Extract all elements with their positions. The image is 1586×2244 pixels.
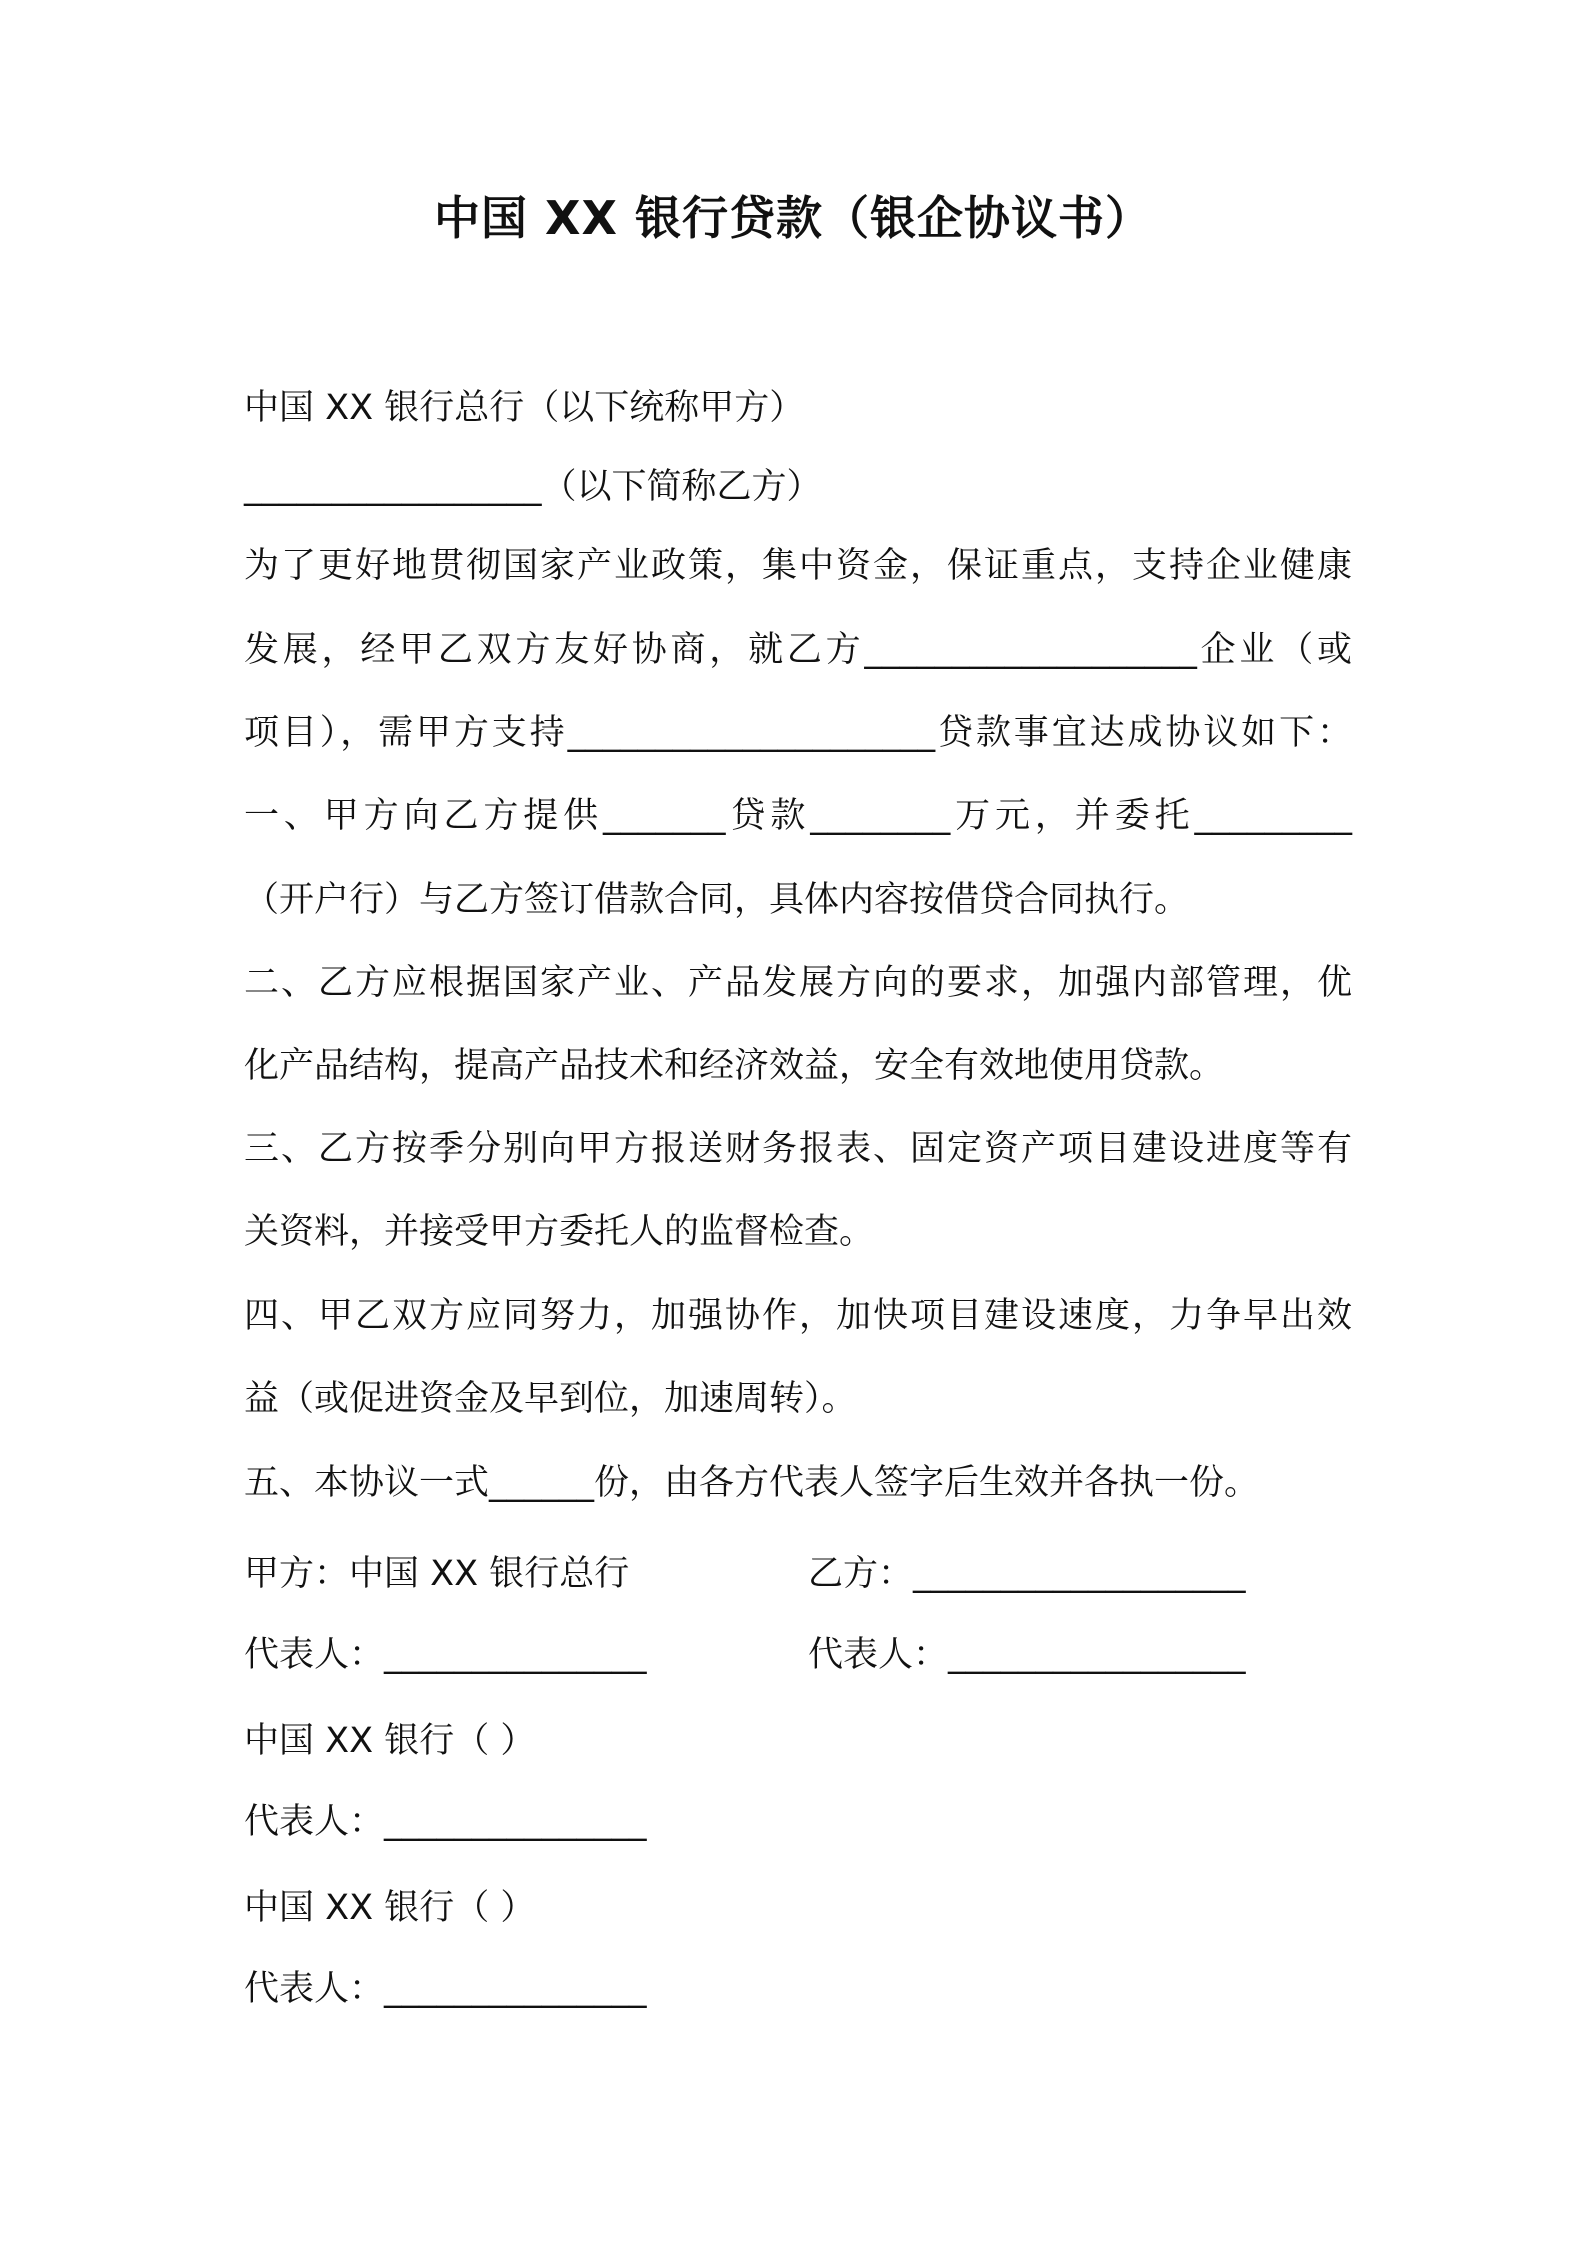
clause-4-line-1: 四、甲乙双方应同努力，加强协作，加快项目建设速度，力争早出效: [244, 1296, 1352, 1336]
clause-1-line-2: （开户行）与乙方签订借款合同，具体内容按借贷合同执行。: [244, 880, 1190, 920]
clause-3-line-1: 三、乙方按季分别向甲方报送财务报表、固定资产项目建设进度等有: [244, 1129, 1352, 1169]
clause-4-line-2: 益（或促进资金及早到位，加速周转）。: [244, 1379, 857, 1419]
signature-rep-a: 代表人：_______________: [244, 1635, 647, 1675]
document-title: 中国 XX 银行贷款（银企协议书）: [434, 191, 1152, 245]
preamble-line-2: 发展，经甲乙双方友好协商，就乙方___________________企业（或: [244, 630, 1352, 670]
clause-2-line-1: 二、乙方应根据国家产业、产品发展方向的要求，加强内部管理，优: [244, 963, 1352, 1003]
branch-2-name: 中国 XX 银行（ ）: [244, 1888, 536, 1928]
signature-rep-b: 代表人：_________________: [808, 1635, 1246, 1675]
signature-party-b: 乙方：___________________: [808, 1554, 1246, 1594]
branch-2-rep: 代表人：_______________: [244, 1969, 647, 2009]
branch-1-name: 中国 XX 银行（ ）: [244, 1721, 536, 1761]
signature-party-a: 甲方：中国 XX 银行总行: [244, 1554, 630, 1594]
party-b-intro: _________________（以下简称乙方）: [244, 467, 822, 507]
clause-3-line-2: 关资料，并接受甲方委托人的监督检查。: [244, 1212, 875, 1252]
preamble-line-1: 为了更好地贯彻国家产业政策，集中资金，保证重点，支持企业健康: [244, 546, 1352, 586]
clause-5: 五、本协议一式______份，由各方代表人签字后生效并各执一份。: [244, 1463, 1260, 1503]
clause-2-line-2: 化产品结构，提高产品技术和经济效益，安全有效地使用贷款。: [244, 1046, 1225, 1086]
party-a-intro: 中国 XX 银行总行（以下统称甲方）: [244, 388, 805, 428]
branch-1-rep: 代表人：_______________: [244, 1802, 647, 1842]
preamble-line-3: 项目），需甲方支持_____________________贷款事宜达成协议如下：: [244, 713, 1352, 753]
clause-1-line-1: 一、甲方向乙方提供_______贷款________万元，并委托_________: [244, 796, 1352, 836]
